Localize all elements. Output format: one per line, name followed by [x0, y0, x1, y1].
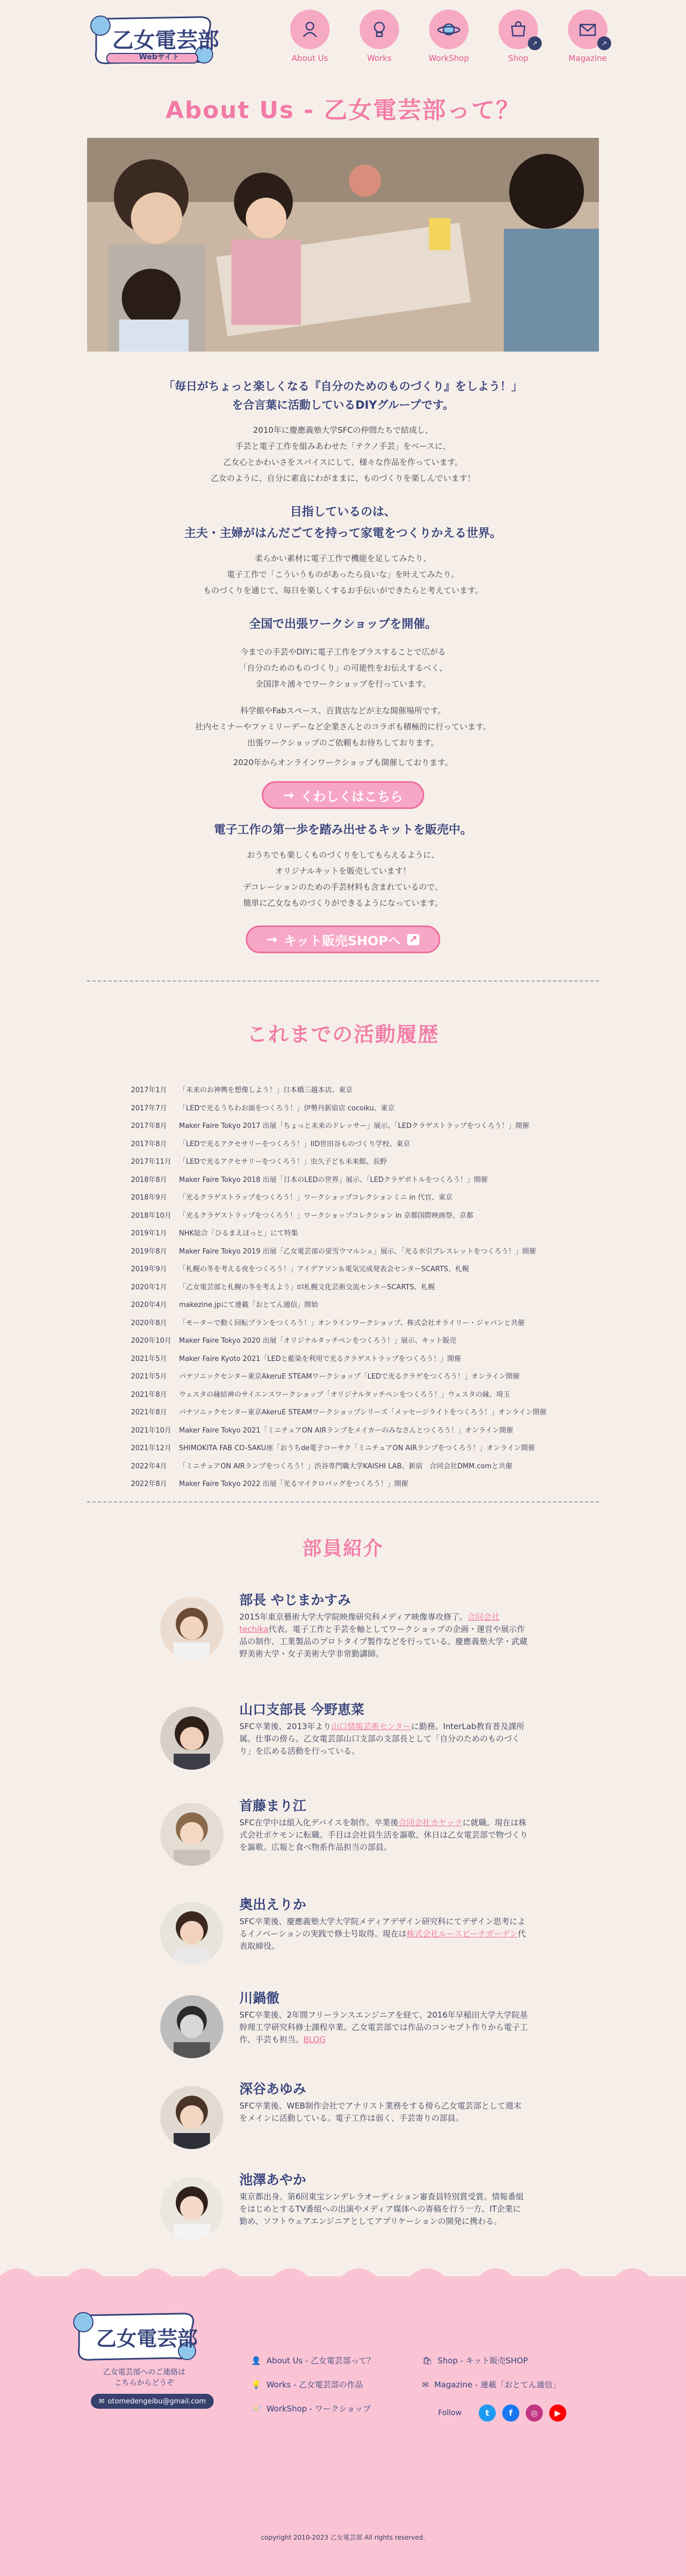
member-description [239, 1611, 528, 1660]
member-name: 首藤まり江 [239, 1798, 307, 1814]
member-name: 奥出えりか [239, 1897, 307, 1912]
history-text: NHK総合「ひるまえほっと」にて特集 [179, 1229, 299, 1238]
history-row [131, 1438, 558, 1457]
history-date: 2017年8月 [131, 1140, 167, 1148]
member-description [239, 1817, 528, 1854]
arrow-right-icon: → [283, 788, 294, 803]
site-header [0, 0, 686, 80]
footer-contact-text [91, 2367, 198, 2388]
kit-text-line: おうちでも楽しくものづくりをしてもらえるように、 [247, 850, 439, 860]
history-text: Maker Faire Tokyo 2019 出展「乙女電芸部の蛍雪ウマルシェ」展示、「光る水引ブレスレットをつくろう！」開催 [179, 1247, 536, 1256]
history-text: 「札幌の冬を考える夜をつくろう！」アイデアソン＆電気完成発表会センターSCARTS、札幌 [179, 1265, 469, 1274]
history-row [131, 1152, 558, 1170]
history-row [131, 1421, 558, 1439]
history-text: 「未来のお神輿を想像しよう！」日本橋三越本店、東京 [179, 1086, 353, 1095]
kit-text-line: オリジナルキットを販売しています！ [275, 866, 411, 876]
history-row [131, 1457, 558, 1475]
nav-works-label: Works [367, 53, 392, 63]
workshop-photo-image [87, 138, 599, 352]
history-date: 2018年10月 [131, 1211, 172, 1220]
history-text: Maker Faire Tokyo 2020 出展「オリジナルタッチペンをつくろう！」展示、キット販売 [179, 1337, 457, 1345]
footer-link-label: Shop - キット販売SHOP [438, 2356, 528, 2365]
workshop-text-line: 科学館やFabスペース、百貨店などが主な開催場所です。 [240, 706, 446, 715]
history-text: 「LEDで光るアクセサリーをつくろう！」IID世田谷ものづくり学校、東京 [179, 1140, 410, 1148]
history-row [131, 1170, 558, 1188]
nav-shop[interactable] [492, 10, 545, 63]
nav-about[interactable] [283, 10, 337, 63]
kit-shop-button[interactable] [246, 925, 440, 953]
nav-workshop[interactable] [422, 10, 475, 63]
footer-link-magazine[interactable] [422, 2372, 560, 2396]
member-desc-text: に勤務。InterLab教育普及課所属。仕事の傍ら、乙女電芸部山口支部の支部長として「自分のためのものづくり」を広める活動を行っている。 [239, 1722, 525, 1756]
member-link[interactable]: BLOG [303, 2035, 326, 2044]
member-description [239, 2191, 528, 2228]
history-title: これまでの活動履歴 [246, 1023, 439, 1046]
history-row [131, 1206, 558, 1224]
footer-link-works[interactable] [251, 2372, 375, 2396]
history-date: 2022年4月 [131, 1462, 167, 1470]
member-desc-text: SFC卒業後、慶應義塾大学大学院メディアデザイン研究科にてデザイン思考によるイノベーションの実践で修士号取得。現在は [239, 1917, 526, 1939]
member-card [160, 2169, 534, 2260]
about-lead-1: 「毎日がちょっと楽しくなる『自分のためのものづくり』をしよう！」 [163, 380, 523, 393]
history-date: 2018年9月 [131, 1194, 167, 1202]
main-nav [283, 10, 614, 63]
lightbulb-icon [360, 10, 399, 49]
member-photo [160, 2177, 223, 2240]
external-link-icon: ↗ [597, 36, 611, 50]
footer-follow [438, 2404, 566, 2422]
planet-icon [429, 10, 469, 49]
member-desc-text: に就職。現在は株式会社ポケモンに転職。手目は会社員生活を謳歌、休日は乙女電芸部で物づくりを謳歌。広報と食べ物系作品担当の部員。 [239, 1818, 528, 1852]
kit-shop-button-label: キット販売SHOPへ [284, 933, 401, 948]
workshop-text-line: 今までの手芸やDIYに電子工作をプラスすることで広がる [240, 647, 446, 657]
history-row [131, 1349, 558, 1367]
history-row [131, 1134, 558, 1153]
goal-text-line: ものづくりを通じて、毎日を楽しくするお手伝いができたらと考えています。 [203, 586, 483, 595]
footer-link-about[interactable] [251, 2348, 375, 2372]
site-footer [0, 2276, 686, 2576]
member-desc-text: 2015年東京藝術大学大学院映像研究科メディア映像専攻修了。 [239, 1612, 467, 1622]
history-date: 2020年10月 [131, 1337, 172, 1345]
workshop-text-2 [0, 703, 686, 751]
history-date: 2017年11月 [131, 1158, 172, 1166]
history-row [131, 1278, 558, 1296]
history-text: makezine.jpにて連載「おとてん通信」開始 [179, 1301, 318, 1310]
lightbulb-icon: 💡 [251, 2379, 261, 2390]
footer-links-right [422, 2348, 560, 2396]
about-lead-2: を合言葉に活動しているDIYグループです。 [232, 399, 454, 411]
about-intro-line: 乙女心とかわいさをスパイスにして、様々な作品を作っています。 [223, 457, 463, 467]
history-date: 2017年7月 [131, 1104, 167, 1112]
history-date: 2022年8月 [131, 1480, 167, 1489]
nav-about-label: About Us [292, 53, 328, 63]
history-text: パナソニックセンター東京AkeruE STEAMワークショップ「LEDで光るクラゲをつくろう！」オンライン開催 [179, 1373, 520, 1381]
member-card [160, 1795, 534, 1886]
history-date: 2020年4月 [131, 1301, 167, 1310]
person-icon [290, 10, 330, 49]
detail-button-label: くわしくはこちら [300, 789, 403, 804]
nav-magazine[interactable] [561, 10, 614, 63]
member-photo [160, 1995, 223, 2058]
kit-text-line: 簡単に乙女なものづくりができるようになっています。 [243, 898, 443, 908]
history-text: Maker Faire Kyoto 2021「LEDと藍染を利用で光るクラゲストラップをつくろう！」開催 [179, 1355, 461, 1363]
member-description [239, 1721, 528, 1757]
member-desc-text: 東京都出身。第6回東宝シンデレラオーディション審査員特別賞受賞。情報番組をはじめとするTV番組への出演やメディア媒体への寄稿を行う一方、IT企業に勤め、ソフトウェアエンジニアとしてアプリケーションの開発に携わる。 [239, 2192, 524, 2226]
history-text: Maker Faire Tokyo 2017 出展「ちょっと未来のドレッサー」展示、「LEDクラゲストラップをつくろう！」開催 [179, 1122, 529, 1131]
detail-button[interactable] [262, 781, 424, 809]
shop-icon: 🛍 [422, 2355, 433, 2365]
footer-email-button[interactable] [91, 2394, 214, 2409]
section-divider [87, 1501, 599, 1503]
member-desc-text: 代表。電子工作と手芸を軸としてワークショップの企画・運営や展示作品の制作、工業製品のプロトタイプ製作などを行っている。慶應義塾大学・武蔵野美術大学・女子美術大学非常勤講師。 [239, 1624, 528, 1659]
history-date: 2021年8月 [131, 1390, 167, 1399]
external-link-icon: ↗ [407, 934, 419, 945]
about-intro-line: 乙女のように、自分に素直にわがままに、ものづくりを楽しんでいます！ [211, 473, 475, 483]
goal-text-line: 柔らかい素材に電子工作で機能を足してみたり、 [254, 554, 431, 563]
member-name: 部長 やじまかすみ [239, 1592, 351, 1608]
logo-text: 乙女電芸部 [112, 28, 219, 53]
member-link[interactable]: 株式会社ルースピーチガーデン [406, 1929, 518, 1939]
member-card [160, 1988, 534, 2079]
history-text: 「光るクラゲストラップをつくろう！」ワークショップコレクション in 京都国際映画祭、京都 [179, 1211, 473, 1220]
member-name: 池澤あやか [239, 2172, 307, 2188]
history-list [131, 1080, 558, 1492]
footer-link-label: WorkShop - ワークショップ [266, 2404, 371, 2414]
history-date: 2021年12月 [131, 1444, 172, 1453]
footer-logo-text: 乙女電芸部 [96, 2326, 198, 2351]
workshop-text-line: 出張ワークショップのご依頼もお待ちしております。 [247, 738, 439, 748]
history-row [131, 1116, 558, 1134]
footer-email: otomedengeibu@gmail.com [107, 2397, 206, 2406]
member-description [239, 2100, 528, 2124]
member-desc-text: SFC卒業後、WEB制作会社でアナリスト業務をする傍ら乙女電芸部として週末をメインに活動している。電子工作は弱く、手芸寄りの部員。 [239, 2101, 521, 2123]
member-desc-text: SFC在学中は組入化デバイスを制作。卒業後 [239, 1818, 399, 1827]
member-desc-text: SFC卒業後、2013年より [239, 1722, 331, 1731]
person-icon: 👤 [251, 2355, 261, 2365]
mail-icon: ✉ [98, 2397, 105, 2406]
member-name: 川鍋徹 [239, 1990, 280, 2006]
history-row [131, 1259, 558, 1278]
history-row [131, 1295, 558, 1313]
history-date: 2021年10月 [131, 1426, 172, 1435]
history-text: Maker Faire Tokyo 2018 出展「日本のLEDの世界」展示、「LEDクラゲボトルをつくろう！」開催 [179, 1176, 488, 1184]
history-date: 2018年8月 [131, 1176, 167, 1184]
nav-shop-label: Shop [508, 53, 528, 63]
history-text: 「乙女電芸部と札幌の冬を考えよう」ﾛｽ札幌文化芸術交流センターSCARTS、札幌 [179, 1283, 435, 1291]
history-text: ウェスタの縁結神のサイエンスワークショップ「オリジナルタッチペンをつくろう！」ウェスタの縁、埼玉 [179, 1390, 510, 1399]
history-row [131, 1474, 558, 1492]
member-link[interactable]: 合同会社カヤック [398, 1818, 463, 1827]
history-date: 2019年8月 [131, 1247, 167, 1256]
history-text: Maker Faire Tokyo 2022 出展「光るマイクロバッグをつくろう！」開催 [179, 1480, 409, 1489]
external-link-icon: ↗ [528, 36, 542, 50]
kit-text [0, 847, 686, 911]
hero-photo [87, 138, 599, 352]
history-date: 2021年5月 [131, 1373, 167, 1381]
twitter-icon[interactable]: t [479, 2404, 496, 2422]
workshop-text-line: 社内セミナーやファミリーデーなど企業さんとのコラボも積極的に行っています。 [195, 722, 491, 731]
workshop-text-line: 全国津々浦々でワークショップを行っています。 [255, 679, 431, 689]
member-description [239, 2009, 528, 2046]
kit-heading: 電子工作の第一歩を踏み出せるキットを販売中。 [214, 823, 472, 837]
workshop-text [0, 644, 686, 692]
goal-heading-1: 目指しているのは、 [290, 505, 396, 519]
member-photo [160, 1707, 223, 1770]
member-photo [160, 1803, 223, 1866]
member-card [160, 1590, 534, 1680]
history-text: パナソニックセンター東京AkeruE STEAMワークショップシリーズ「メッセージライトをつくろう！」オンライン開催 [179, 1408, 547, 1417]
member-card [160, 2079, 534, 2169]
follow-label: Follow [438, 2409, 462, 2417]
member-link[interactable]: 山口情報芸術センター [331, 1722, 411, 1731]
about-intro-line: 2010年に慶應義塾大学SFCの仲間たちで結成し、 [253, 425, 433, 435]
facebook-icon[interactable]: f [502, 2404, 519, 2422]
goal-heading-2: 主夫・主婦がはんだごてを持って家電をつくりかえる世界。 [184, 527, 502, 540]
instagram-icon[interactable]: ◎ [526, 2404, 543, 2422]
goal-text [0, 550, 686, 598]
about-intro-line: 手芸と電子工作を組みあわせた「テクノ手芸」をベースに、 [235, 441, 451, 451]
history-text: Maker Faire Tokyo 2021「ミニチュアON AIRランプをメイカーのみなさんとつくろう！」オンライン開催 [179, 1426, 513, 1435]
history-date: 2021年5月 [131, 1355, 167, 1363]
nav-magazine-label: Magazine [568, 53, 607, 63]
workshop-text-line: 「自分のためのものづくり」の可能性をお伝えするべく、 [239, 663, 447, 673]
history-text: 「LEDで光るアクセサリーをつくろう！」虫久子ども未来館、長野 [179, 1158, 387, 1166]
history-date: 2021年8月 [131, 1408, 167, 1417]
youtube-icon[interactable]: ▶ [549, 2404, 566, 2422]
history-text: 「ミニチュアON AIRランプをつくろう！」渋谷専門職大学KAISHI LAB、新宿 合同会社DMM.comと共催 [179, 1462, 513, 1470]
logo-subtitle: Webサイト [139, 53, 180, 61]
member-card [160, 1699, 534, 1790]
history-date: 2020年1月 [131, 1283, 167, 1291]
member-desc-text: 代表取締役。 [239, 1929, 526, 1951]
workshop-text-3: 2020年からオンラインワークショップも開催しております。 [233, 758, 453, 767]
history-row [131, 1385, 558, 1403]
history-row [131, 1080, 558, 1099]
footer-link-label: Works - 乙女電芸部の作品 [266, 2380, 363, 2390]
member-description [239, 1916, 528, 1952]
footer-link-shop[interactable] [422, 2348, 560, 2372]
footer-contact-line: 乙女電芸部へのご連絡は [103, 2368, 185, 2377]
about-title: About Us - 乙女電芸部って？ [165, 97, 521, 124]
history-date: 2017年8月 [131, 1122, 167, 1131]
history-row [131, 1188, 558, 1206]
member-photo [160, 2086, 223, 2149]
footer-logo[interactable] [68, 2307, 202, 2366]
history-row [131, 1242, 558, 1260]
footer-links-left [251, 2348, 375, 2421]
workshop-heading: 全国で出張ワークショップを開催。 [249, 618, 437, 631]
section-divider [87, 980, 599, 982]
member-name: 山口支部長 今野恵菜 [239, 1702, 364, 1717]
history-text: 「モーターで動く回転プランをつくろう！」オンラインワークショップ、株式会社オライリー・ジャパンと共催 [179, 1319, 525, 1327]
goal-text-line: 電子工作で「こういうものがあったら良いな」を叶えてみたり。 [227, 570, 459, 579]
history-row [131, 1403, 558, 1421]
history-row [131, 1313, 558, 1332]
history-date: 2020年8月 [131, 1319, 167, 1327]
history-text: 「LEDで光るうちわお面をつくろう！」伊勢丹新宿店 cocoiku、東京 [179, 1104, 395, 1112]
history-row [131, 1099, 558, 1117]
wave-divider-icon [0, 2260, 686, 2292]
footer-link-workshop[interactable] [251, 2396, 375, 2421]
member-name: 深谷あゆみ [239, 2081, 307, 2097]
footer-link-label: Magazine - 連載「おとてん通信」 [434, 2380, 561, 2390]
member-photo [160, 1597, 223, 1660]
members-title: 部員紹介 [302, 1538, 384, 1560]
history-date: 2017年1月 [131, 1086, 167, 1095]
arrow-right-icon: → [266, 932, 278, 947]
footer-contact-line: こちらからどうぞ [114, 2379, 174, 2387]
member-desc-text: SFC卒業後、2年間フリーランスエンジニアを経て、2016年早稲田大学大学院基幹理工学研究科修士課程卒業。乙女電芸部では作品のコンセプト作りから電子工作、手芸も担当。 [239, 2010, 528, 2044]
nav-works[interactable] [353, 10, 406, 63]
member-card [160, 1894, 534, 1985]
history-row [131, 1331, 558, 1349]
copyright: copyright 2010-2023 乙女電芸部 All rights reserved. [261, 2534, 425, 2541]
member-photo [160, 1902, 223, 1965]
member-link[interactable]: 合同会社techika [239, 1612, 500, 1634]
envelope-icon: ✉ [422, 2379, 429, 2390]
site-logo[interactable] [85, 11, 219, 69]
footer-link-label: About Us - 乙女電芸部って？ [266, 2356, 375, 2365]
history-row [131, 1367, 558, 1385]
about-intro [0, 422, 686, 486]
planet-icon: 🪐 [251, 2403, 261, 2414]
kit-text-line: デコレーションのための手芸材料も含まれているので、 [243, 882, 443, 892]
history-date: 2019年1月 [131, 1229, 167, 1238]
nav-workshop-label: WorkShop [428, 53, 469, 63]
history-text: SHIMOKITA FAB CO-SAKU座「おうちde電子コーサク「ミニチュアON AIRランプをつくろう！」オンライン開催 [179, 1444, 535, 1453]
history-text: 「光るクラゲストラップをつくろう！」ワークショップコレクションミニ in 代官、東京 [179, 1194, 453, 1202]
history-date: 2019年9月 [131, 1265, 167, 1274]
history-row [131, 1224, 558, 1242]
